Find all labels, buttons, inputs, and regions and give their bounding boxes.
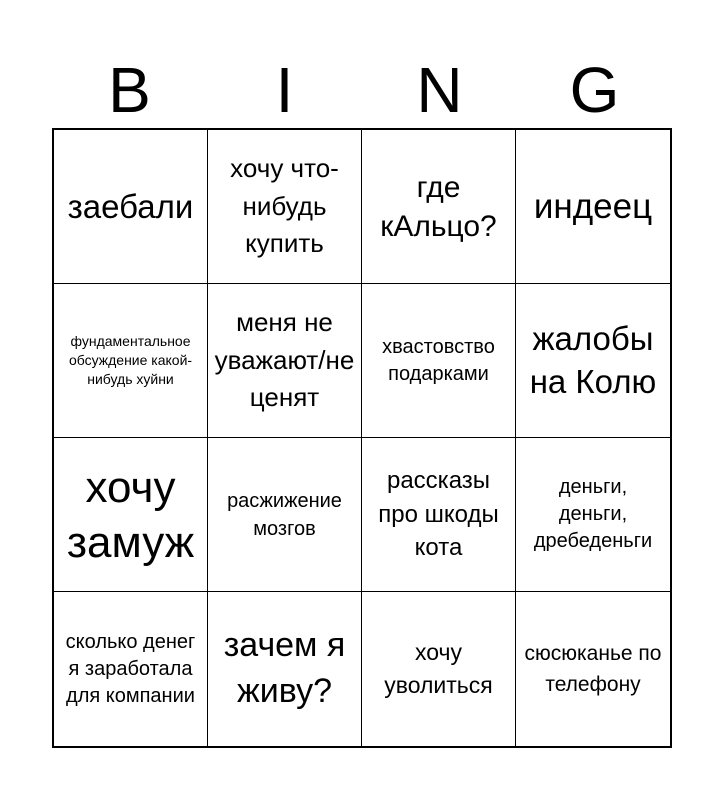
bingo-cell[interactable]: жалобы на Колю: [516, 284, 670, 438]
bingo-cell[interactable]: меня не уважают/не ценят: [208, 284, 362, 438]
bingo-cell[interactable]: хвастовство подарками: [362, 284, 516, 438]
bingo-cell[interactable]: зачем я живу?: [208, 592, 362, 746]
bingo-cell[interactable]: где кАльцо?: [362, 130, 516, 284]
bingo-cell[interactable]: индеец: [516, 130, 670, 284]
bingo-cell[interactable]: деньги, деньги, дребеденьги: [516, 438, 670, 592]
bingo-cell[interactable]: сюсюканье по телефону: [524, 641, 662, 696]
bingo-cell[interactable]: хочу уволиться: [362, 592, 516, 746]
bingo-cell[interactable]: заебали: [54, 130, 208, 284]
bingo-board: [52, 128, 672, 748]
header-letter-n: N: [416, 54, 463, 126]
header-letter-i: I: [275, 54, 294, 126]
bingo-cell[interactable]: рассказы про шкоды кота: [362, 438, 516, 592]
bingo-cell[interactable]: расжижение мозгов: [208, 438, 362, 592]
bingo-cell[interactable]: хочу замуж: [54, 438, 208, 592]
header-letter-b: B: [108, 54, 151, 126]
bingo-cell[interactable]: сколько денег я заработала для компании: [54, 592, 208, 746]
bingo-cell[interactable]: хочу что-нибудь купить: [208, 130, 362, 284]
bingo-cell[interactable]: фундаментальное обсуждение какой-нибудь хуйни: [54, 284, 208, 438]
bingo-header: [52, 52, 672, 128]
header-letter-g: G: [569, 54, 620, 126]
